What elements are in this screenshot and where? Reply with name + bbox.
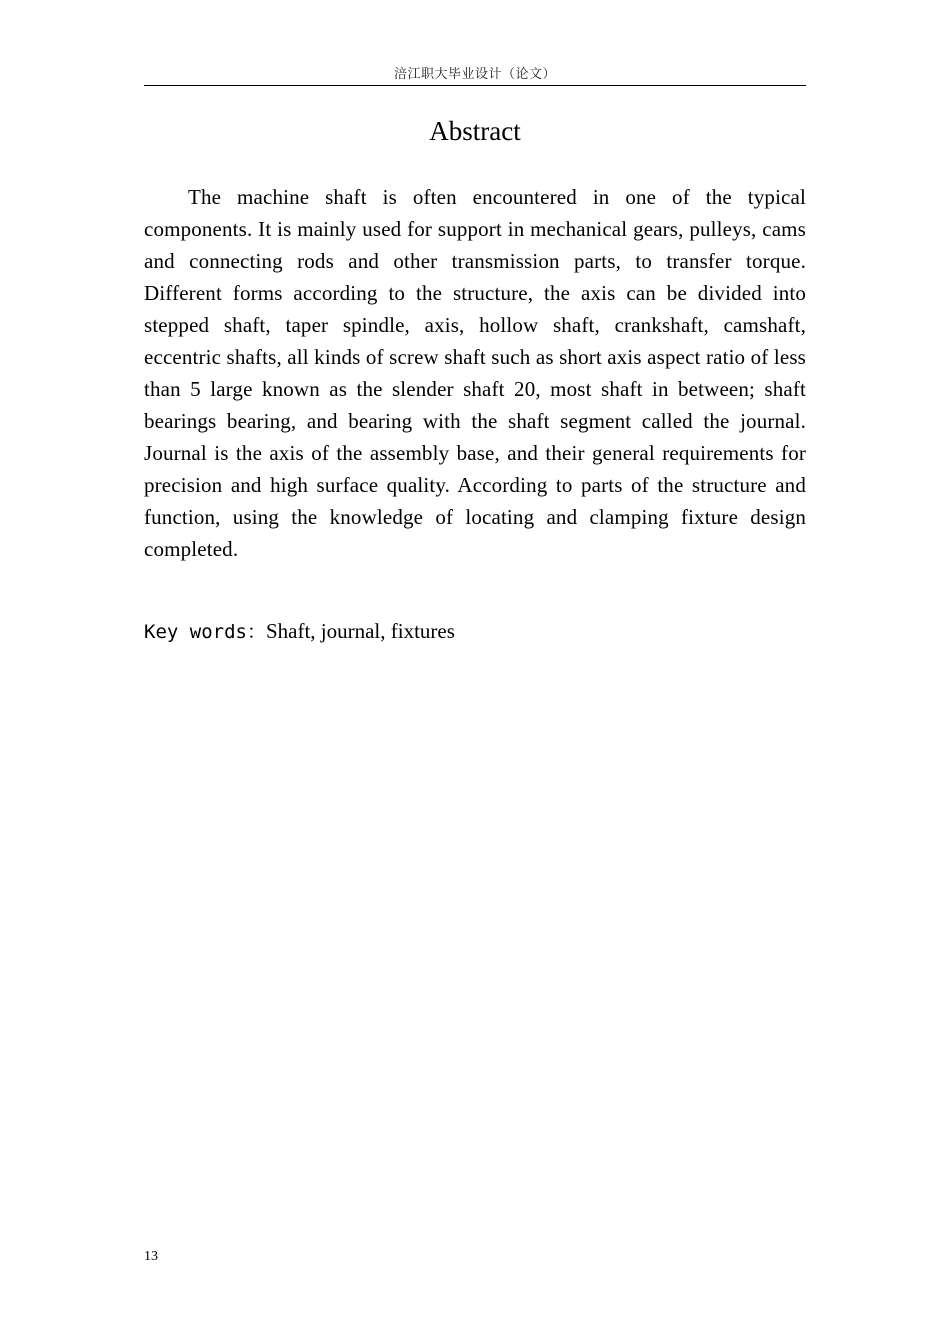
abstract-title: Abstract xyxy=(429,116,521,146)
page-number: 13 xyxy=(144,1249,158,1264)
abstract-body: The machine shaft is often encountered in one of the typical components. It is mainly used for support in mechanical gears, pulleys, cams and connecting rods and other transmission parts, to transfer torque. Different forms according to the structure, the axis can be divided into stepped shaft, taper spindle, axis, hollow shaft, crankshaft, camshaft, eccentric shafts, all kinds of screw shaft such as short axis aspect ratio of less than 5 large known as the slender shaft 20, most shaft in between; shaft bearings bearing, and bearing with the shaft segment called the journal. Journal is the axis of the assembly base, and their general requirements for precision and high surface quality. According to parts of the structure and function, using the knowledge of locating and clamping fixture design completed. xyxy=(144,185,806,561)
keywords-line xyxy=(144,615,806,648)
keywords-label: Key words： xyxy=(144,621,266,643)
running-header: 涪江职大毕业设计（论文） xyxy=(393,67,556,82)
keywords-value: Shaft, journal, fixtures xyxy=(265,619,455,643)
header-rule xyxy=(144,85,806,86)
